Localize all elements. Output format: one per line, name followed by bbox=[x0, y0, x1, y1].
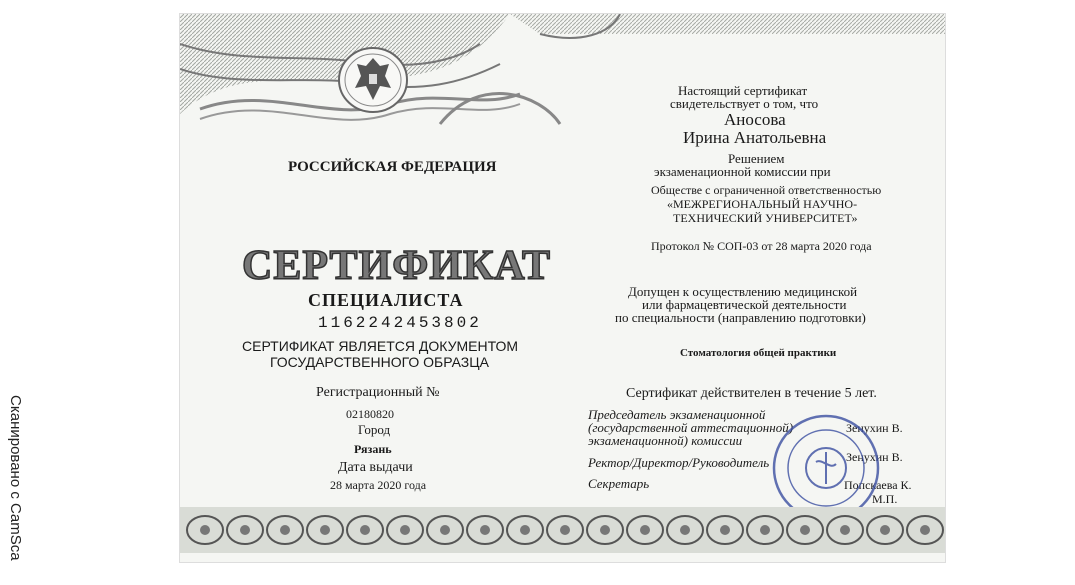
scan-caption-text: Сканировано с CamSca bbox=[7, 395, 24, 561]
organization-line2: «МЕЖРЕГИОНАЛЬНЫЙ НАУЧНО- bbox=[667, 197, 858, 211]
intro-line2: свидетельствует о том, что bbox=[670, 96, 819, 111]
secretary-signature-name: Попскаева К. bbox=[844, 478, 912, 492]
validity-value: 5 лет. bbox=[844, 386, 877, 401]
state-document-line1: СЕРТИФИКАТ ЯВЛЯЕТСЯ ДОКУМЕНТОМ bbox=[242, 338, 519, 354]
coat-of-arms-icon bbox=[335, 44, 411, 116]
certificate-number: 1162242453802 bbox=[318, 314, 482, 332]
country-name: РОССИЙСКАЯ ФЕДЕРАЦИЯ bbox=[288, 159, 497, 175]
holder-surname: Аносова bbox=[724, 110, 786, 129]
rector-label: Ректор/Директор/Руководитель bbox=[588, 455, 770, 470]
intro-line1: Настоящий сертификат bbox=[678, 83, 808, 98]
chairman-line2: (государственной аттестационной) bbox=[588, 420, 794, 435]
state-document-line2: ГОСУДАРСТВЕННОГО ОБРАЗЦА bbox=[270, 354, 489, 370]
commission-label: экзаменационной комиссии при bbox=[654, 164, 831, 179]
admission-line2: или фармацевтической деятельности bbox=[642, 297, 847, 312]
city-label: Город bbox=[358, 422, 391, 437]
admission-line3: по специальности (направлению подготовки) bbox=[615, 310, 866, 325]
bottom-guilloche-ornament bbox=[180, 507, 945, 553]
rector-signature-name: Зенухин В. bbox=[846, 450, 903, 464]
holder-name: Ирина Анатольевна bbox=[683, 128, 827, 147]
chairman-line1: Председатель экзаменационной bbox=[588, 407, 766, 422]
registration-number: 02180820 bbox=[346, 407, 394, 421]
issue-date-label: Дата выдачи bbox=[338, 460, 413, 475]
city-value: Рязань bbox=[354, 442, 392, 456]
organization-line1: Обществе с ограниченной ответственностью bbox=[651, 183, 882, 197]
top-guilloche-ornament bbox=[180, 14, 945, 164]
seal-place-mark: М.П. bbox=[872, 492, 898, 506]
secretary-label: Секретарь bbox=[588, 476, 650, 491]
specialty-name: Стоматология общей практики bbox=[680, 347, 837, 359]
certificate-document bbox=[180, 14, 945, 562]
certificate-subtitle: СПЕЦИАЛИСТА bbox=[308, 290, 464, 310]
decision-label: Решением bbox=[728, 151, 785, 166]
scan-caption bbox=[4, 395, 30, 585]
chairman-line3: экзаменационной) комиссии bbox=[588, 433, 743, 448]
admission-line1: Допущен к осуществлению медицинской bbox=[628, 284, 858, 299]
validity-label: Сертификат действителен в течение bbox=[626, 386, 842, 401]
registration-label: Регистрационный № bbox=[316, 385, 440, 400]
validity-text bbox=[626, 386, 877, 402]
chairman-signature-name: Зенухин В. bbox=[846, 421, 903, 435]
organization-line3: ТЕХНИЧЕСКИЙ УНИВЕРСИТЕТ» bbox=[673, 211, 858, 225]
issue-date-value: 28 марта 2020 года bbox=[330, 478, 427, 492]
protocol-line: Протокол № СОП-03 от 28 марта 2020 года bbox=[651, 239, 872, 253]
certificate-title: СЕРТИФИКАТ bbox=[242, 243, 552, 289]
